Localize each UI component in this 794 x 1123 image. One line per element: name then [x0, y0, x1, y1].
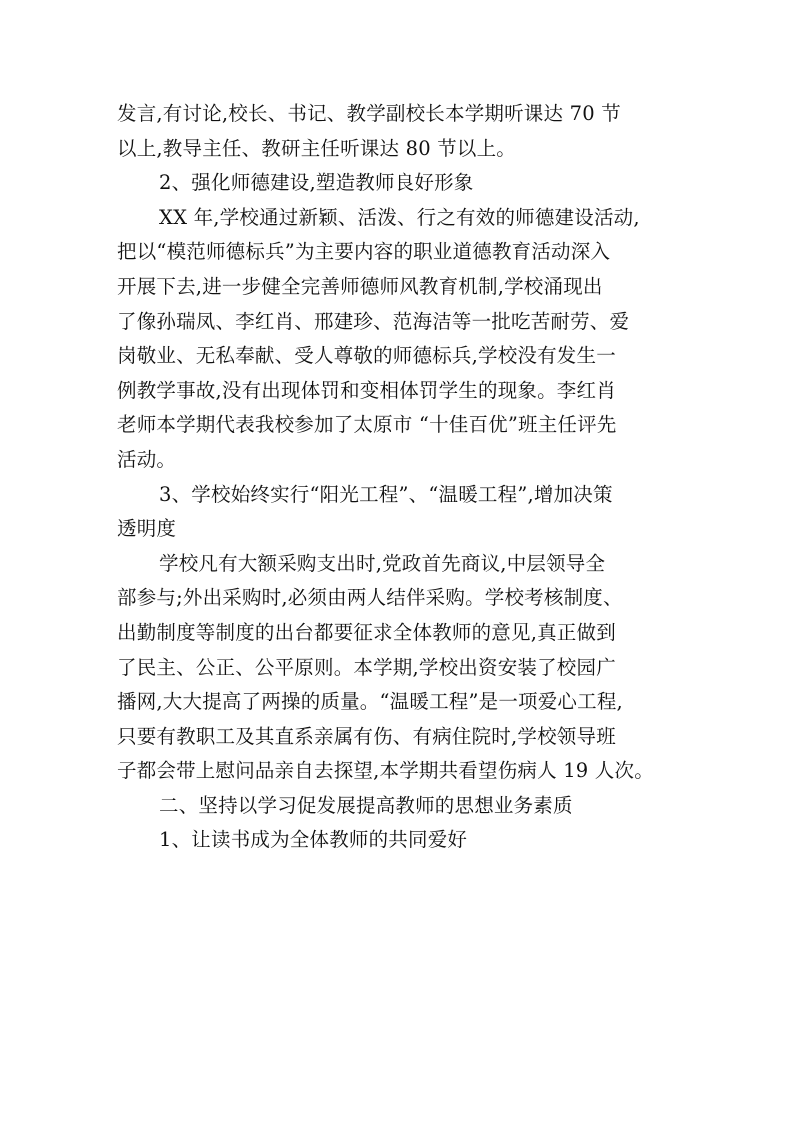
text-line: 了民主、公正、公平原则。本学期,学校出资安装了校园广: [117, 655, 616, 679]
text-line: 部参与;外出采购时,必须由两人结伴采购。学校考核制度、: [117, 586, 623, 610]
text-line: 把以“模范师德标兵”为主要内容的职业道德教育活动深入: [117, 240, 611, 264]
text-line: 播网,大大提高了两操的质量。“温暖工程”是一项爱心工程,: [117, 690, 623, 714]
text-line: 了像孙瑞凤、李红肖、邢建珍、范海洁等一批吃苦耐劳、爱: [117, 309, 630, 333]
body-text: [117, 97, 687, 858]
text-line: 以上,教导主任、教研主任听课达 80 节以上。: [117, 136, 517, 160]
text-line: 学校凡有大额采购支出时,党政首先商议,中层领导全: [159, 551, 606, 575]
text-line: 岗敬业、无私奉献、受人尊敬的师德标兵,学校没有发生一: [117, 344, 616, 368]
section-heading: 3、学校始终实行“阳光工程”、“温暖工程”,增加决策: [159, 482, 613, 506]
section-heading: 2、强化师德建设,塑造教师良好形象: [159, 171, 474, 195]
section-heading: 1、让读书成为全体教师的共同爱好: [159, 828, 468, 852]
text-line: 开展下去,进一步健全完善师德师风教育机制,学校涌现出: [117, 274, 603, 298]
text-line: 只要有教职工及其直系亲属有伤、有病住院时,学校领导班: [117, 724, 616, 748]
text-line: 发言,有讨论,校长、书记、教学副校长本学期听课达 70 节: [117, 102, 621, 125]
text-line: XX 年,学校通过新颖、活泼、行之有效的师德建设活动,: [159, 205, 640, 229]
section-heading: 二、坚持以学习促发展提高教师的思想业务素质: [159, 793, 573, 817]
text-line: 活动。: [117, 447, 177, 471]
text-line: 老师本学期代表我校参加了太原市 “十佳百优”班主任评先: [117, 413, 617, 437]
section-heading-continued: 透明度: [117, 517, 177, 541]
text-line: 例教学事故,没有出现体罚和变相体罚学生的现象。李红肖: [117, 378, 616, 402]
text-line: 出勤制度等制度的出台都要征求全体教师的意见,真正做到: [117, 620, 616, 644]
text-line: 子都会带上慰问品亲自去探望,本学期共看望伤病人 19 人次。: [117, 759, 654, 783]
